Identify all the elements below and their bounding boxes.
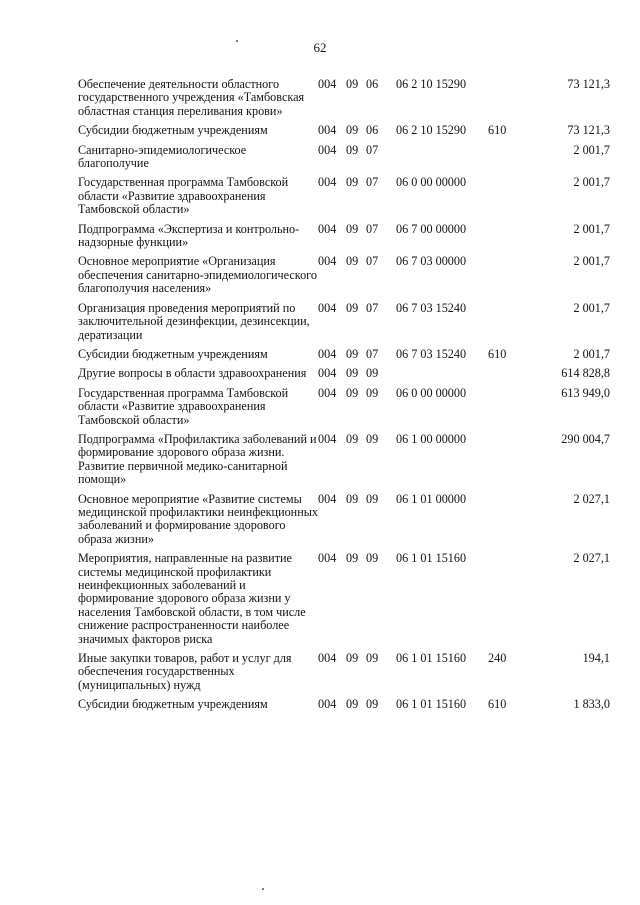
row-target-code: 06 7 03 00000 (396, 254, 467, 269)
row-ved: 004 (318, 346, 337, 361)
row-amount: 194,1 (582, 651, 610, 666)
scan-speck (262, 888, 264, 890)
table-row (78, 255, 610, 301)
row-expense-type (488, 144, 520, 177)
row-target-code: 06 7 03 15240 (396, 346, 467, 361)
row-expense-type: 240 (488, 651, 507, 666)
row-target-code: 06 1 01 00000 (396, 491, 467, 506)
row-amount: 2 001,7 (573, 175, 610, 190)
row-expense-type (488, 387, 520, 433)
row-target-code: 06 1 00 00000 (396, 431, 467, 446)
row-ved: 004 (318, 254, 337, 269)
row-subsection: 07 (366, 346, 379, 361)
row-name: Субсидии бюджетным учреждениям (78, 697, 268, 712)
row-subsection: 09 (366, 491, 379, 506)
row-name: Иные закупки товаров, работ и услуг для обеспечения государственных (муниципальных) нужд (78, 651, 292, 692)
table-row (78, 387, 610, 433)
table-row (78, 124, 610, 143)
page-number: 62 (313, 40, 327, 55)
row-name: Основное мероприятие «Развитие системы медицинской профилактики неинфекционных заболеваний и формирование здорового образа жизни» (78, 491, 319, 546)
row-ved: 004 (318, 551, 337, 566)
row-ved: 004 (318, 123, 337, 138)
row-subsection: 06 (366, 123, 379, 138)
table-row (78, 433, 610, 493)
table-row (78, 348, 610, 367)
row-expense-type (488, 493, 520, 553)
row-section: 09 (346, 697, 359, 712)
table-row (78, 302, 610, 348)
row-name: Обеспечение деятельности областного государственного учреждения «Тамбовская областная станция переливания крови» (78, 77, 305, 118)
row-section: 09 (346, 175, 359, 190)
table-row (78, 652, 610, 698)
row-target-code: 06 7 03 15240 (396, 300, 467, 315)
row-expense-type (488, 367, 520, 386)
row-name: Санитарно-эпидемиологическое благополучие (78, 142, 247, 171)
row-target-code: 06 2 10 15290 (396, 123, 467, 138)
row-ved: 004 (318, 175, 337, 190)
row-section: 09 (346, 431, 359, 446)
row-ved: 004 (318, 77, 337, 91)
table-row (78, 493, 610, 553)
row-expense-type (488, 433, 520, 493)
row-name: Мероприятия, направленные на развитие системы медицинской профилактики неинфекционных заболеваний и формирование здорового образа жизни у населения Тамбовской области, в том числе снижение распространенности наиболее значимых факторов риска (78, 551, 306, 646)
row-name: Государственная программа Тамбовской области «Развитие здравоохранения Тамбовской области» (78, 385, 289, 427)
row-subsection: 09 (366, 697, 379, 712)
row-amount: 73 121,3 (567, 123, 610, 138)
row-target-code: 06 1 01 15160 (396, 697, 467, 712)
row-ved: 004 (318, 142, 337, 157)
row-amount: 2 001,7 (573, 346, 610, 361)
row-section: 09 (346, 385, 359, 400)
row-target-code: 06 1 01 15160 (396, 551, 467, 566)
row-section: 09 (346, 77, 359, 91)
table-row (78, 223, 610, 256)
row-expense-type (488, 302, 520, 348)
table-row (78, 552, 610, 652)
row-subsection: 09 (366, 431, 379, 446)
row-name: Основное мероприятие «Организация обеспечения санитарно-эпидемиологического благополучия населения» (78, 254, 317, 296)
row-subsection: 07 (366, 142, 379, 157)
row-section: 09 (346, 366, 359, 381)
row-ved: 004 (318, 385, 337, 400)
row-amount: 2 027,1 (573, 551, 610, 566)
row-expense-type (488, 176, 520, 222)
row-amount: 613 949,0 (561, 385, 610, 400)
row-target-code (396, 144, 488, 177)
row-name: Подпрограмма «Экспертиза и контрольно-надзорные функции» (78, 221, 300, 250)
row-amount: 290 004,7 (561, 431, 610, 446)
row-expense-type (488, 552, 520, 652)
row-expense-type (488, 78, 520, 124)
budget-table-body (78, 78, 610, 718)
row-name: Подпрограмма «Профилактика заболеваний и формирование здорового образа жизни. Развитие первичной медико-санитарной помощи» (78, 431, 317, 487)
row-amount: 2 001,7 (573, 221, 610, 236)
row-subsection: 07 (366, 175, 379, 190)
row-section: 09 (346, 491, 359, 506)
scan-speck (236, 40, 238, 42)
row-subsection: 07 (366, 300, 379, 315)
budget-table (78, 78, 610, 718)
row-section: 09 (346, 551, 359, 566)
row-ved: 004 (318, 366, 337, 381)
table-row (78, 176, 610, 222)
row-target-code: 06 0 00 00000 (396, 385, 467, 400)
row-section: 09 (346, 651, 359, 666)
row-expense-type (488, 223, 520, 256)
row-section: 09 (346, 300, 359, 315)
row-target-code (396, 367, 488, 386)
row-amount: 1 833,0 (573, 697, 610, 712)
row-ved: 004 (318, 431, 337, 446)
row-expense-type (488, 255, 520, 301)
row-ved: 004 (318, 221, 337, 236)
row-amount: 614 828,8 (561, 366, 610, 381)
table-row (78, 698, 610, 717)
row-name: Субсидии бюджетным учреждениям (78, 346, 268, 361)
row-expense-type: 610 (488, 346, 507, 361)
row-subsection: 09 (366, 385, 379, 400)
row-ved: 004 (318, 651, 337, 666)
row-amount: 2 001,7 (573, 300, 610, 315)
row-section: 09 (346, 346, 359, 361)
row-amount: 2 001,7 (573, 142, 610, 157)
row-target-code: 06 0 00 00000 (396, 175, 467, 190)
row-section: 09 (346, 254, 359, 269)
row-target-code: 06 7 00 00000 (396, 221, 467, 236)
row-subsection: 09 (366, 551, 379, 566)
row-section: 09 (346, 142, 359, 157)
table-row (78, 144, 610, 177)
row-name: Организация проведения мероприятий по заключительной дезинфекции, дезинсекции, дератизации (78, 300, 310, 342)
row-section: 09 (346, 221, 359, 236)
row-ved: 004 (318, 300, 337, 315)
row-amount: 2 027,1 (573, 491, 610, 506)
row-subsection: 09 (366, 366, 379, 381)
row-subsection: 07 (366, 254, 379, 269)
row-name: Субсидии бюджетным учреждениям (78, 123, 268, 138)
row-ved: 004 (318, 697, 337, 712)
row-name: Государственная программа Тамбовской области «Развитие здравоохранения Тамбовской области» (78, 175, 289, 217)
table-row (78, 367, 610, 386)
row-subsection: 09 (366, 651, 379, 666)
row-subsection: 06 (366, 77, 379, 91)
row-target-code: 06 1 01 15160 (396, 651, 467, 666)
row-subsection: 07 (366, 221, 379, 236)
row-amount: 2 001,7 (573, 254, 610, 269)
row-section: 09 (346, 123, 359, 138)
row-ved: 004 (318, 491, 337, 506)
row-expense-type: 610 (488, 123, 507, 138)
table-row (78, 78, 610, 124)
row-expense-type: 610 (488, 697, 507, 712)
row-amount: 73 121,3 (567, 77, 610, 91)
row-target-code: 06 2 10 15290 (396, 77, 467, 91)
row-name: Другие вопросы в области здравоохранения (78, 366, 307, 381)
